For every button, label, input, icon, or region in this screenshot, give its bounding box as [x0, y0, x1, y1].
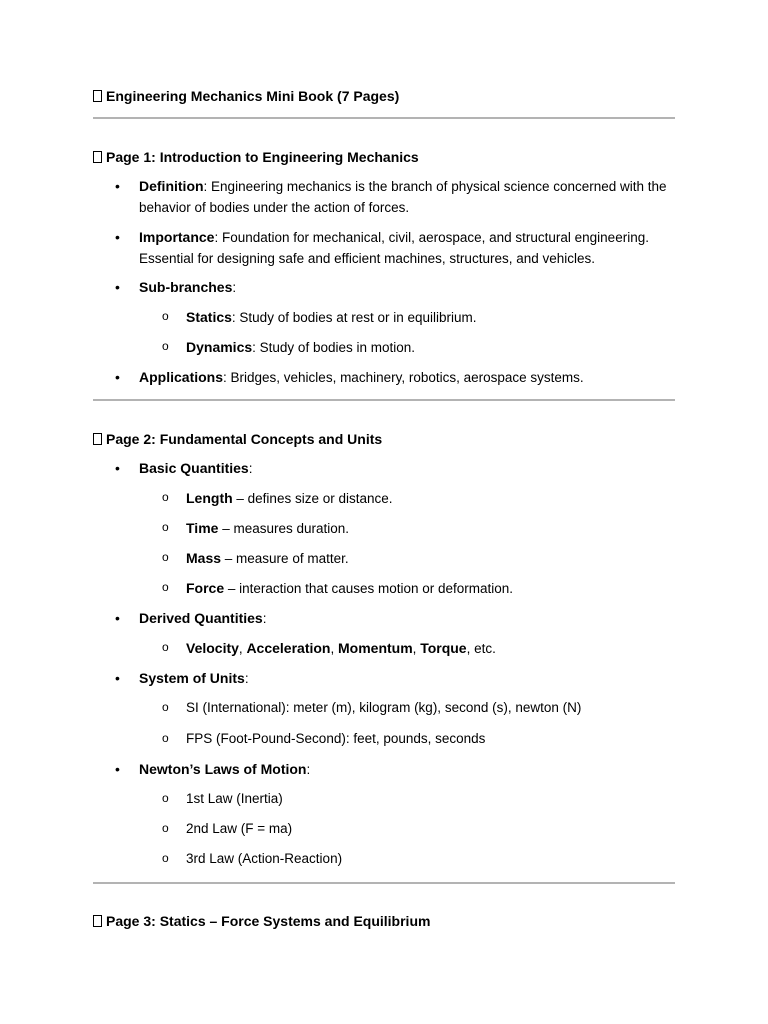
sub-bullet-icon: o — [162, 821, 169, 835]
list-item-applications: • Applications: Bridges, vehicles, machinery, robotics, aerospace systems. — [115, 369, 584, 385]
bullet-icon: • — [115, 178, 120, 194]
sublist-item-force: o Force – interaction that causes motion or deformation. — [162, 580, 514, 596]
sublist-item-mass: o Mass – measure of matter. — [162, 550, 349, 566]
section-heading-page3: Page 3: Statics – Force Systems and Equilibrium — [93, 913, 430, 929]
sub-bullet-icon: o — [162, 700, 169, 714]
sublist-item-fps: o FPS (Foot-Pound-Second): feet, pounds, seconds — [162, 731, 486, 746]
sub-bullet-icon: o — [162, 520, 169, 534]
list-item-importance: • Importance: Foundation for mechanical, civil, aerospace, and structural engineering. Essential for designing safe and efficient machines, structures, and vehicles. — [115, 229, 649, 266]
sub-bullet-icon: o — [162, 731, 169, 745]
list-item-subbranches: • Sub-branches: — [115, 279, 237, 295]
sublist-item-dynamics: o Dynamics: Study of bodies in motion. — [162, 339, 415, 355]
section-heading-page2: Page 2: Fundamental Concepts and Units — [93, 431, 382, 447]
sub-bullet-icon: o — [162, 851, 169, 865]
sublist-item-law1: o 1st Law (Inertia) — [162, 791, 283, 806]
list-item-system-of-units: • System of Units: — [115, 670, 249, 686]
missing-glyph-icon — [93, 915, 102, 927]
divider — [93, 117, 675, 119]
document-title: Engineering Mechanics Mini Book (7 Pages) — [93, 88, 399, 104]
bullet-icon: • — [115, 279, 120, 295]
sub-bullet-icon: o — [162, 339, 169, 353]
sublist-item-time: o Time – measures duration. — [162, 520, 350, 536]
bullet-icon: • — [115, 460, 120, 476]
sub-bullet-icon: o — [162, 309, 169, 323]
bullet-icon: • — [115, 229, 120, 245]
sub-bullet-icon: o — [162, 791, 169, 805]
bullet-icon: • — [115, 369, 120, 385]
missing-glyph-icon — [93, 90, 102, 102]
missing-glyph-icon — [93, 151, 102, 163]
divider — [93, 399, 675, 401]
sublist-item-law3: o 3rd Law (Action-Reaction) — [162, 851, 343, 866]
sub-bullet-icon: o — [162, 580, 169, 594]
bullet-icon: • — [115, 610, 120, 626]
sublist-item-length: o Length – defines size or distance. — [162, 490, 393, 506]
sublist-item-si: o SI (International): meter (m), kilogram (kg), second (s), newton (N) — [162, 700, 582, 715]
section-heading-page1: Page 1: Introduction to Engineering Mechanics — [93, 149, 419, 165]
sub-bullet-icon: o — [162, 640, 169, 654]
list-item-derived-quantities: • Derived Quantities: — [115, 610, 267, 626]
missing-glyph-icon — [93, 433, 102, 445]
bullet-icon: • — [115, 761, 120, 777]
sublist-item-derived-examples: o Velocity, Acceleration, Momentum, Torque, etc. — [162, 640, 496, 656]
list-item-definition: • Definition: Engineering mechanics is the branch of physical science concerned with the behavior of bodies under the action of forces. — [115, 178, 667, 215]
sub-bullet-icon: o — [162, 550, 169, 564]
sublist-item-statics: o Statics: Study of bodies at rest or in equilibrium. — [162, 309, 477, 325]
divider — [93, 882, 675, 884]
list-item-newtons-laws: • Newton’s Laws of Motion: — [115, 761, 311, 777]
sub-bullet-icon: o — [162, 490, 169, 504]
sublist-item-law2: o 2nd Law (F = ma) — [162, 821, 293, 836]
list-item-basic-quantities: • Basic Quantities: — [115, 460, 253, 476]
bullet-icon: • — [115, 670, 120, 686]
